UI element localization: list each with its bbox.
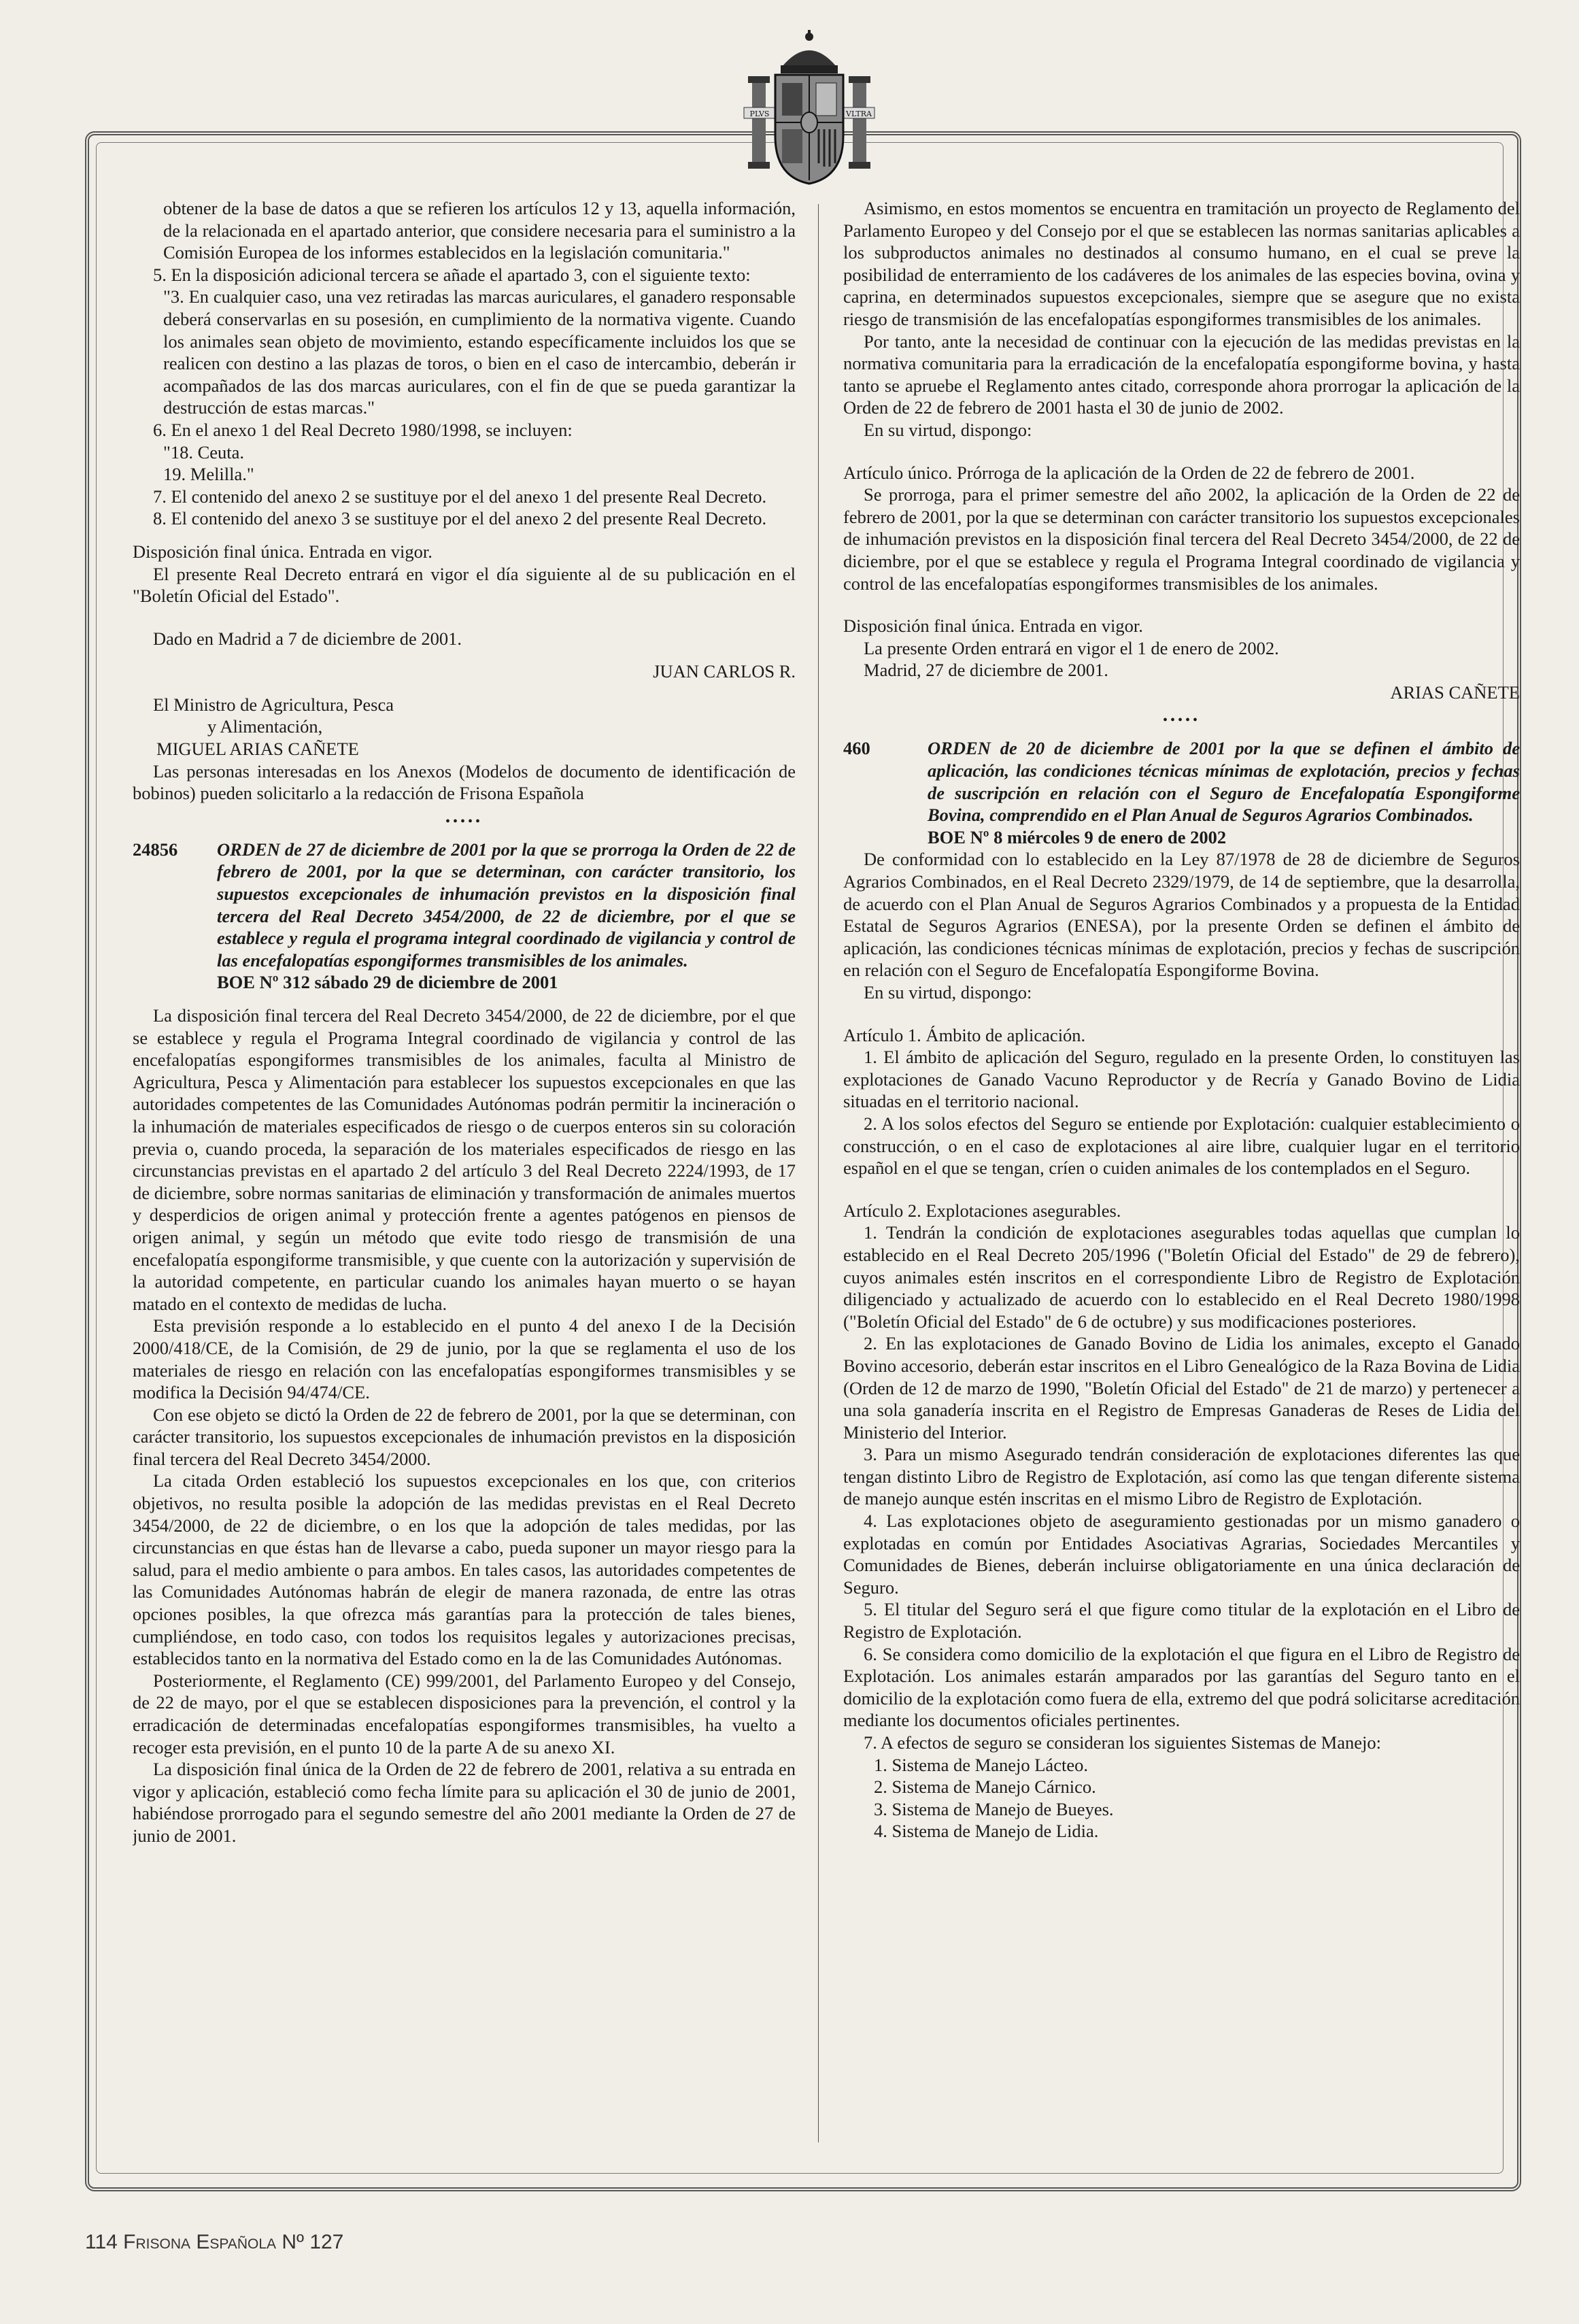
list-item: 2. Sistema de Manejo Cárnico. — [874, 1776, 1096, 1798]
section-heading: Artículo único. Prórroga de la aplicación de la Orden de 22 de febrero de 2001. — [843, 462, 1415, 483]
paragraph: La citada Orden estableció los supuestos excepcionales en los que, con criterios objetivos, no resulta posible la adopción de las medidas previstas en el Real Decreto 3454/2000, de 22 de diciembre, o en los que la adopción de tales medidas, por las circunstancias en que éstas han de llevarse a cabo, pueda suponer un mayor riesgo para la salud, para el medio ambiente o para ambos. En tales casos, las autoridades competentes de las Comunidades Autónomas habrán de elegir de manera razonada, de entre las otras opciones posibles, la que ofrezca más garantías para la protección de tales bienes, cumpliéndose, en todo caso, con todos los requisitos legales y autorizaciones precisas, establecidos tanto en la normativa del Estado como en la de las Comunidades Autónomas. — [133, 1470, 796, 1669]
order-number: 460 — [843, 738, 870, 759]
paragraph: 4. Las explotaciones objeto de aseguramiento gestionadas por un mismo ganadero o explotadas en común por Entidades Asociativas Agrarias, Sociedades Mercantiles y Comunidades de Bienes, deberán incluirse obligatoriamente en una única declaración de Seguro. — [843, 1511, 1520, 1598]
paragraph: 7. A efectos de seguro se consideran los siguientes Sistemas de Manejo: — [864, 1732, 1381, 1753]
paragraph: La presente Orden entrará en vigor el 1 de enero de 2002. — [864, 637, 1279, 658]
column-divider — [818, 204, 819, 2142]
paragraph: La disposición final única de la Orden de 22 de febrero de 2001, relativa a su entrada en vigor y aplicación, estableció como fecha límite para su aplicación el 30 de junio de 2001, habiéndose prorrogado para el segundo semestre del año 2001 mediante la Orden de 27 de junio de 2001. — [133, 1759, 796, 1846]
order-number: 24856 — [133, 839, 178, 860]
order-heading — [843, 737, 1520, 848]
minister-name: MIGUEL ARIAS CAÑETE — [156, 739, 359, 760]
boe-reference: BOE Nº 8 miércoles 9 de enero de 2002 — [928, 826, 1227, 847]
minister-title: El Ministro de Agricultura, Pesca — [153, 694, 394, 715]
signature-date: Madrid, 27 de diciembre de 2001. — [864, 660, 1108, 681]
paragraph: La disposición final tercera del Real Decreto 3454/2000, de 22 de diciembre, por el que se establece y regula el Programa Integral coordinado de vigilancia y control de las encefalopatías espongiformes transmisibles de los animales, faculta al Ministro de Agricultura, Pesca y Alimentación para establecer los supuestos excepcionales en que las autoridades competentes de las Comunidades Autónomas podrán permitir la incineración o la inhumación de materiales especificados de riesgo o de cuerpos enteros sin su coloración previa o, cuando proceda, la separación de los materiales especificados de riesgo en las circunstancias previstas en el apartado 2 del artículo 3 del Real Decreto 2224/1993, de 17 de diciembre, sobre normas sanitarias de eliminación y transformación de animales muertos y desperdicios de origen animal y protección frente a agentes patógenos en piensos de origen animal, y según un método que evite todo riesgo de transmisión de una encefalopatía espongiforme transmisible, y que cuente con la autorización y supervisión de la autoridad competente, en particular cuando los animales hayan muerto o se hayan matado en el contexto de medidas de lucha. — [133, 1005, 796, 1314]
paragraph: Por tanto, ante la necesidad de continuar con la ejecución de las medidas previstas en la normativa comunitaria para la erradicación de la encefalopatía espongiforme bovina, y hasta tanto se apruebe el Reglamento antes citado, corresponde ahora prorrogar la aplicación de la Orden de 22 de febrero de 2001 hasta el 30 de junio de 2002. — [843, 331, 1520, 418]
paragraph: 19. Melilla." — [163, 464, 254, 485]
quote-paragraph: "3. En cualquier caso, una vez retiradas las marcas auriculares, el ganadero responsable deberá conservarlas en su posesión, en cumplimiento de la normativa vigente. Cuando los animales sean objeto de movimiento, estando específicamente incluidos los que se realicen con destino a las plazas de toros, o bien en el caso de intercambio, deberán ir acompañados de las dos marcas auriculares, con el fin de que se pueda garantizar la destrucción de estas marcas." — [163, 286, 796, 418]
order-title — [217, 839, 796, 994]
section-heading: Disposición final única. Entrada en vigor. — [843, 616, 1143, 637]
signature-king: JUAN CARLOS R. — [653, 661, 796, 682]
paragraph: Las personas interesadas en los Anexos (Modelos de documento de identificación de bobinos) pueden solicitarlo a la redacción de Frisona Española — [133, 760, 796, 804]
paragraph: 5. El titular del Seguro será el que figure como titular de la explotación en el Libro de Registro de Explotación. — [843, 1599, 1520, 1643]
paragraph: "18. Ceuta. — [163, 441, 245, 462]
list-item: 4. Sistema de Manejo de Lidia. — [874, 1821, 1099, 1842]
crest-banner-right: VLTRA — [846, 110, 872, 118]
paragraph: 7. El contenido del anexo 2 se sustituye por el del anexo 1 del presente Real Decreto. — [153, 486, 767, 507]
list-item: 3. Sistema de Manejo de Bueyes. — [874, 1798, 1114, 1819]
order-heading — [133, 839, 796, 994]
paragraph: 6. En el anexo 1 del Real Decreto 1980/1998, se incluyen: — [153, 419, 573, 440]
right-column — [843, 197, 1520, 2156]
page-number: 114 — [85, 2231, 118, 2253]
section-heading: Disposición final única. Entrada en vigor. — [133, 541, 432, 562]
coat-of-arms-icon — [741, 27, 877, 190]
paragraph: 1. Tendrán la condición de explotaciones asegurables todas aquellas que cumplan lo establecido en el Real Decreto 205/1996 ("Boletín Oficial del Estado" de 29 de febrero), cuyos animales estén inscritos en el correspondiente Libro de Registro de Explotación diligenciado y actualizado de acuerdo con lo establecido en el Real Decreto 1980/1998 ("Boletín Oficial del Estado" de 6 de octubre) y sus modificaciones posteriores. — [843, 1222, 1520, 1332]
signature-name: ARIAS CAÑETE — [1390, 681, 1520, 703]
paragraph: Con ese objeto se dictó la Orden de 22 de febrero de 2001, por la que se determinan, con carácter transitorio, los supuestos excepcionales de inhumación previstos en la disposición final tercera del Real Decreto 3454/2000. — [133, 1404, 796, 1469]
paragraph: 3. Para un mismo Asegurado tendrán consideración de explotaciones diferentes las que tengan distinto Libro de Registro de Explotación, así como las que tengan diferente sistema de manejo aunque estén inscritas en el mismo Libro de Registro de Explotación. — [843, 1444, 1520, 1509]
paragraph: En su virtud, dispongo: — [864, 982, 1032, 1003]
paragraph: De conformidad con lo establecido en la Ley 87/1978 de 28 de diciembre de Seguros Agrarios Combinados, en el Real Decreto 2329/1979, de 14 de septiembre, que la desarrolla, de acuerdo con el Plan Anual de Seguros Agrarios Combinados y a propuesta de la Entidad Estatal de Seguros Agrarios (ENESA), por la presente Orden se definen el ámbito de aplicación, las condiciones técnicas mínimas de explotación, precios y fechas de suscripción en relación con el Seguro de Encefalopatía Espongiforme Bovina. — [843, 849, 1520, 981]
paragraph: 8. El contenido del anexo 3 se sustituye por el del anexo 2 del presente Real Decreto. — [153, 508, 767, 529]
paragraph: El presente Real Decreto entrará en vigor el día siguiente al de su publicación en el "Boletín Oficial del Estado". — [133, 563, 796, 607]
paragraph: obtener de la base de datos a que se refieren los artículos 12 y 13, aquella información, de la relacionada en el apartado anterior, que considere necesaria para el suministro a la Comisión Europea de los informes establecidos en la legislación comunitaria." — [163, 198, 796, 263]
crest-banner-left: PLVS — [749, 110, 770, 118]
signature-date: Dado en Madrid a 7 de diciembre de 2001. — [153, 628, 462, 649]
order-title-text: ORDEN de 27 de diciembre de 2001 por la que se prorroga la Orden de 22 de febrero de 2001, por la que se determinan, con carácter transitorio, los supuestos excepcionales de inhumación previstos en la disposición final tercera del Real Decreto 3454/2000, de 22 de diciembre, por el que se establece y regula el programa integral coordinado de vigilancia y control de las encefalopatías espongiformes transmisibles de los animales. — [217, 839, 796, 971]
issue-number: Nº 127 — [282, 2231, 344, 2253]
section-heading: Artículo 2. Explotaciones asegurables. — [843, 1200, 1121, 1221]
left-column — [133, 197, 796, 2156]
separator-dots: ••••• — [445, 813, 483, 829]
separator-dots: ••••• — [1162, 713, 1200, 728]
paragraph: Esta previsión responde a lo establecido en el punto 4 del anexo I de la Decisión 2000/418/CE, de la Comisión, de 29 de junio, por la que se reglamenta el uso de los materiales de riesgo en relación con las encefalopatías espongiformes transmisibles y se modifica la Decisión 94/474/CE. — [133, 1315, 796, 1403]
minister-title: y Alimentación, — [207, 716, 323, 737]
paragraph: 6. Se considera como domicilio de la explotación el que figura en el Libro de Registro de Explotación. Los animales estarán amparados por las garantías del Seguro tanto en el domicilio de la explotación como fuera de ella, extremo del que podrá solicitarse acreditación mediante los documentos oficiales pertinentes. — [843, 1643, 1520, 1731]
paragraph: 1. El ámbito de aplicación del Seguro, regulado en la presente Orden, lo constituyen las explotaciones de Ganado Vacuno Reproductor y de Recría y Ganado Bovino de Lidia situadas en el territorio nacional. — [843, 1047, 1520, 1112]
paragraph: Posteriormente, el Reglamento (CE) 999/2001, del Parlamento Europeo y del Consejo, de 22 de mayo, por el que se establecen disposiciones para la prevención, el control y la erradicación de determinadas encefalopatías espongiformes transmisibles, ha vuelto a recoger esta previsión, en el punto 10 de la parte A de su anexo XI. — [133, 1670, 796, 1757]
magazine-name: Frisona Española — [123, 2231, 277, 2253]
paragraph: En su virtud, dispongo: — [864, 419, 1032, 440]
order-title-text: ORDEN de 20 de diciembre de 2001 por la que se definen el ámbito de aplicación, las condiciones técnicas mínimas de explotación, precios y fechas de suscripción en relación con el Seguro de Encefalopatía Espongiforme Bovina, comprendido en el Plan Anual de Seguros Agrarios Combinados. — [928, 738, 1520, 826]
paragraph: Se prorroga, para el primer semestre del año 2002, la aplicación de la Orden de 22 de febrero de 2001, por la que se determinan con carácter transitorio los supuestos excepcionales de inhumación previstos en la disposición final tercera del Real Decreto 3454/2000, de 22 de diciembre, por el que se establece y regula el Programa Integral coordinado de vigilancia y control de las encefalopatías espongiformes transmisibles de los animales. — [843, 484, 1520, 594]
paragraph: 5. En la disposición adicional tercera se añade el apartado 3, con el siguiente texto: — [153, 264, 751, 285]
page-footer — [85, 2231, 343, 2254]
order-title — [928, 737, 1520, 848]
paragraph: 2. En las explotaciones de Ganado Bovino de Lidia los animales, excepto el Ganado Bovino accesorio, deberán estar inscritos en el Libro Genealógico de la Raza Bovina de Lidia (Orden de 12 de marzo de 1990, "Boletín Oficial del Estado" de 21 de marzo) y pertenecer a una sola ganadería inscrita en el Registro de Empresas Ganaderas de Reses de Lidia del Ministerio del Interior. — [843, 1333, 1520, 1443]
section-heading: Artículo 1. Ámbito de aplicación. — [843, 1024, 1086, 1045]
paragraph: Asimismo, en estos momentos se encuentra en tramitación un proyecto de Reglamento del Parlamento Europeo y del Consejo por el que se establecen las normas sanitarias aplicables a los subproductos animales no destinados al consumo humano, en el cual se preve la posibilidad de enterramiento de los cadáveres de los animales de las especies bovina, ovina y caprina, en determinados supuestos excepcionales, siempre que se asegure que no exista riesgo de transmisión de las encefalopatías espongiformes transmisibles de los animales. — [843, 198, 1520, 329]
paragraph: 2. A los solos efectos del Seguro se entiende por Explotación: cualquier establecimiento o construcción, o en el caso de explotaciones al aire libre, cualquier lugar en el territorio español en el que se tengan, críen o cuiden animales de los contemplados en el Seguro. — [843, 1113, 1520, 1179]
boe-reference: BOE Nº 312 sábado 29 de diciembre de 2001 — [217, 972, 558, 993]
list-item: 1. Sistema de Manejo Lácteo. — [874, 1754, 1088, 1775]
